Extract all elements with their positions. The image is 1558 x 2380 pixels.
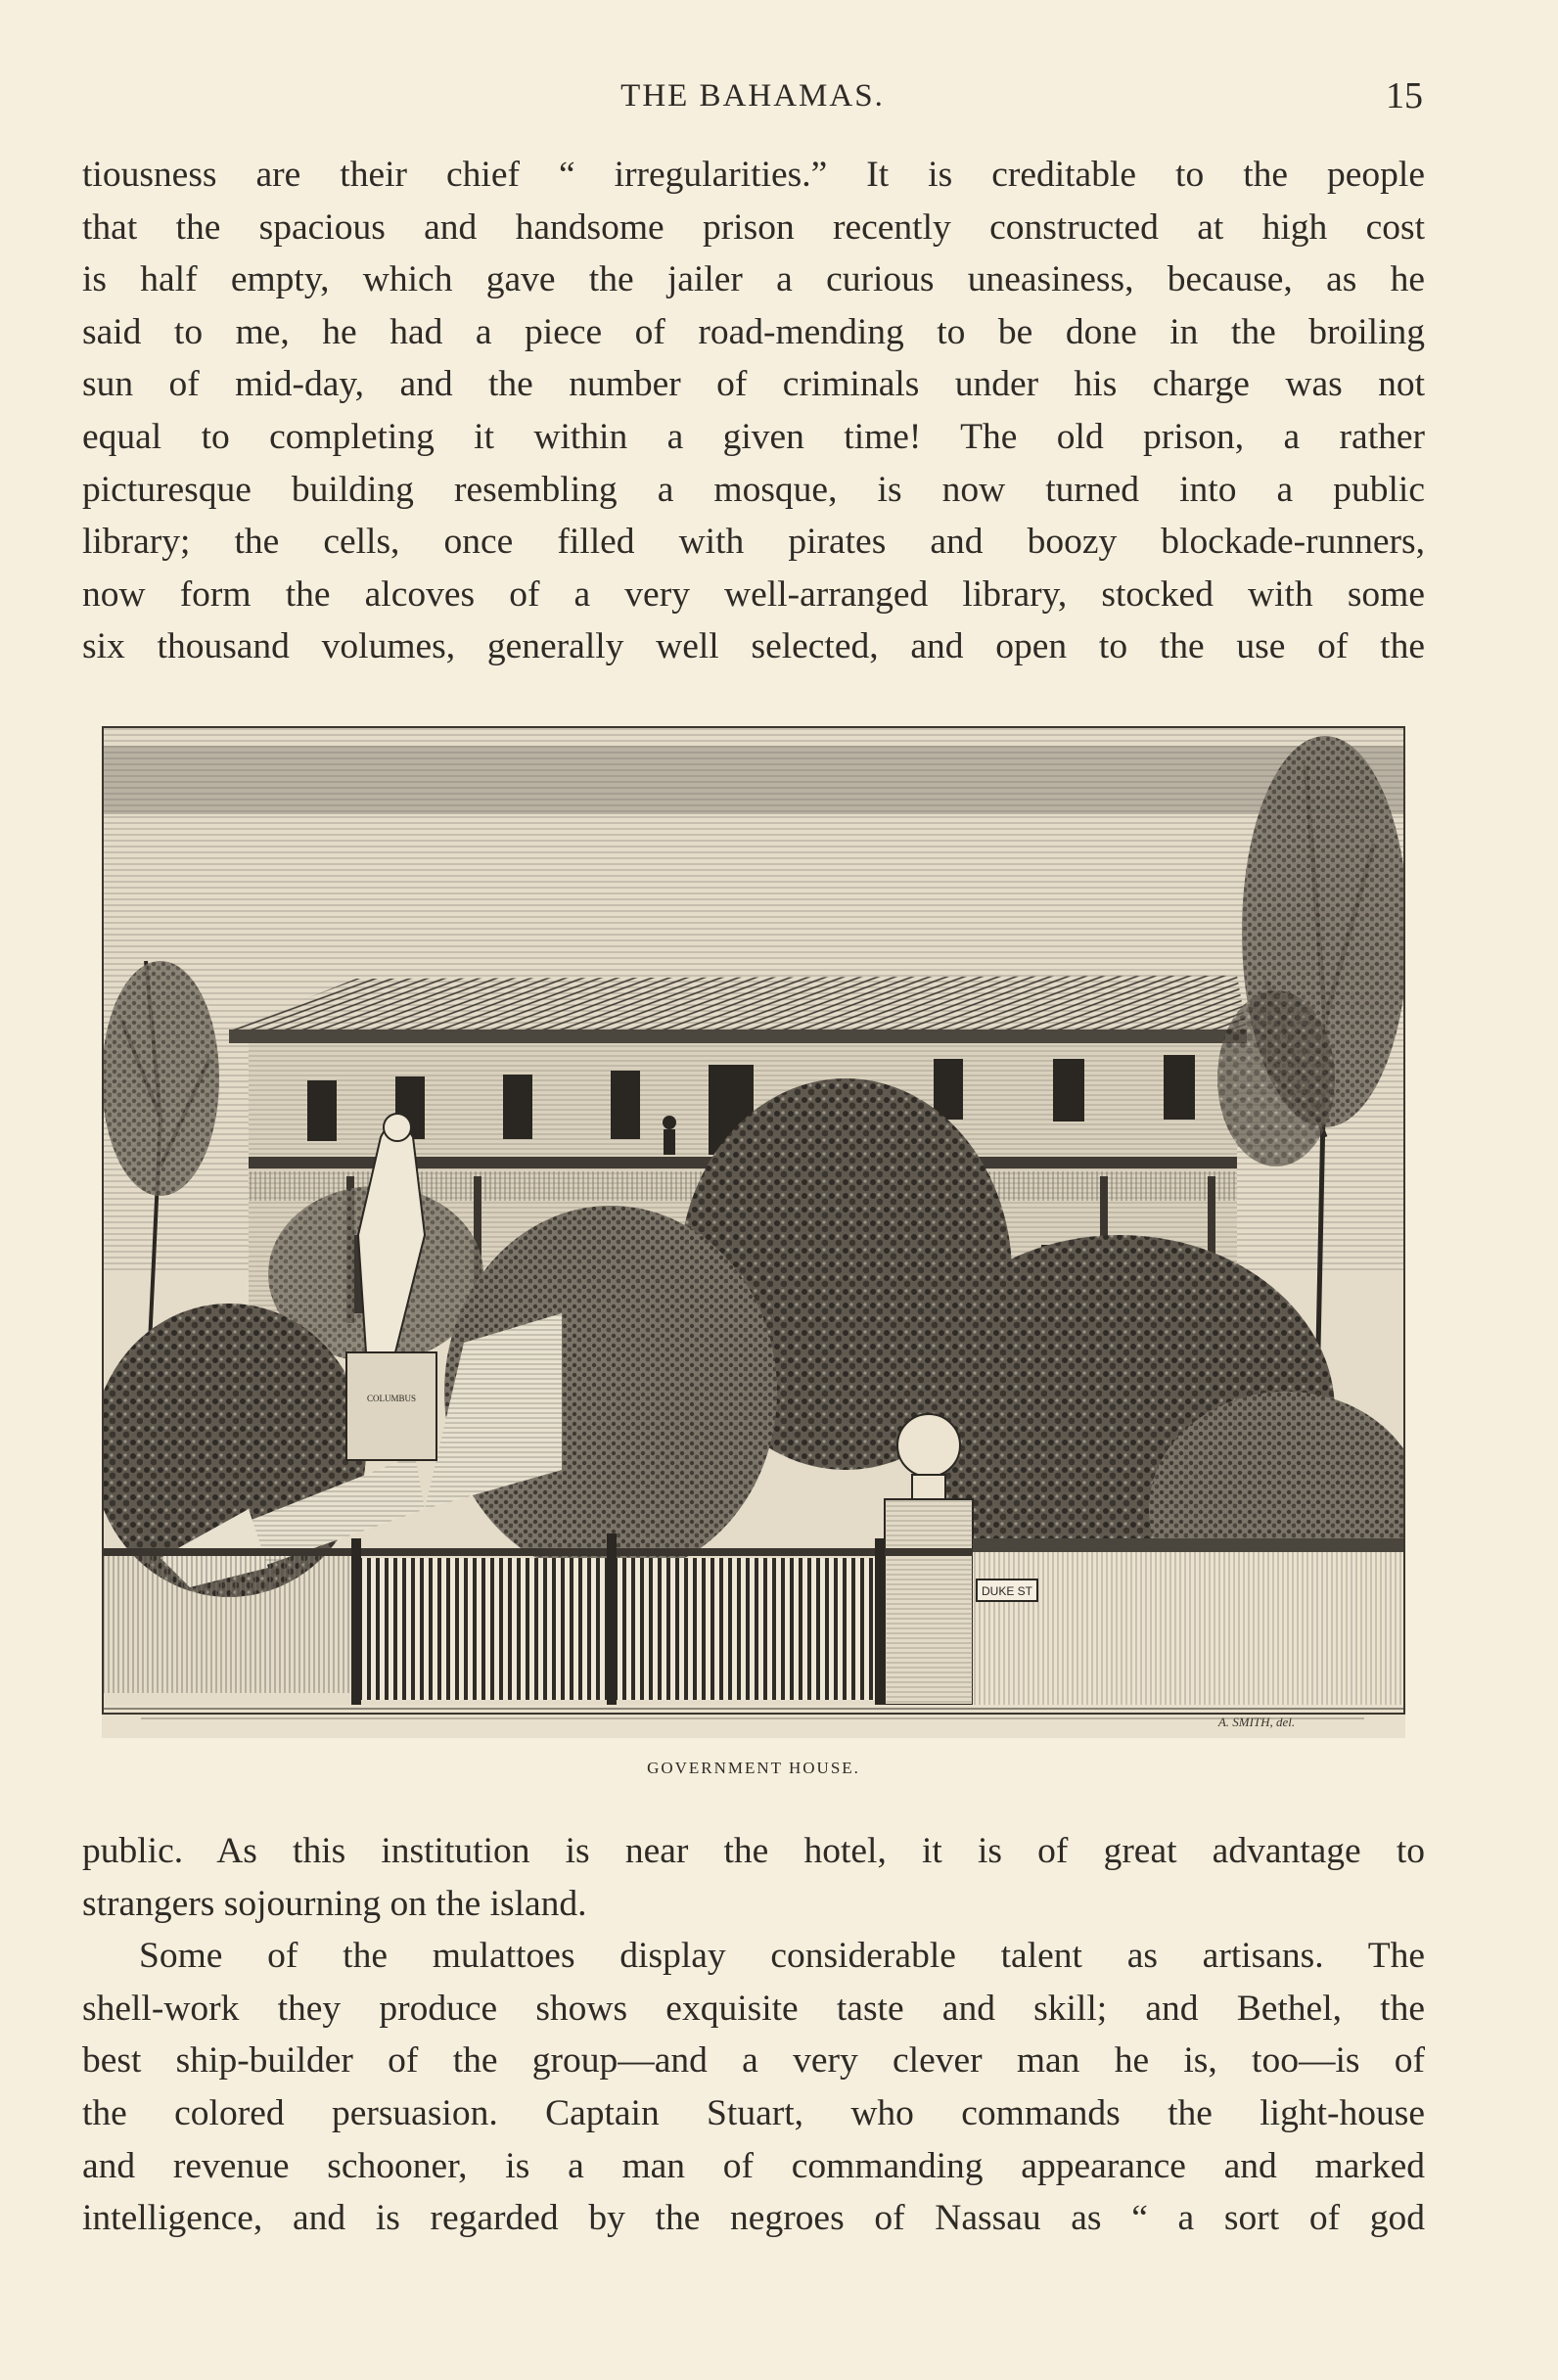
- text-line: best ship-builder of the group—and a very clever man he is, too—is of: [82, 2040, 1425, 2082]
- text-line: six thousand volumes, generally well selected, and open to the use of the: [82, 626, 1425, 667]
- statue-inscription: COLUMBUS: [366, 1394, 417, 1403]
- engraving-illustration: [102, 726, 1405, 1738]
- page-number: 15: [1386, 75, 1423, 116]
- text-line: and revenue schooner, is a man of commanding appearance and marked: [82, 2145, 1425, 2186]
- figure-caption: GOVERNMENT HOUSE.: [647, 1759, 860, 1777]
- garden-wall: [973, 1538, 1405, 1705]
- text-line: tiousness are their chief “ irregularities.” It is creditable to the people: [82, 155, 1425, 195]
- bottom-paragraph: [82, 1825, 1425, 2245]
- text-line: intelligence, and is regarded by the negroes of Nassau as “ a sort of god: [82, 2198, 1425, 2239]
- running-title: THE BAHAMAS.: [620, 78, 885, 114]
- text-line: the colored persuasion. Captain Stuart, who commands the light-house: [82, 2092, 1425, 2133]
- running-head: [82, 70, 1423, 119]
- text-line: public. As this institution is near the hotel, it is of great advantage to: [82, 1831, 1425, 1871]
- gate-sign: DUKE ST: [981, 1584, 1033, 1598]
- text-line: that the spacious and handsome prison recently constructed at high cost: [82, 206, 1425, 248]
- text-line: equal to completing it within a given time! The old prison, a rather: [82, 416, 1425, 457]
- text-line: library; the cells, once filled with pirates and boozy blockade-runners,: [82, 522, 1425, 563]
- text-line: is half empty, which gave the jailer a curious uneasiness, because, as he: [82, 259, 1425, 300]
- text-line: picturesque building resembling a mosque, is now turned into a public: [82, 469, 1425, 510]
- text-line: now form the alcoves of a very well-arranged library, stocked with some: [82, 573, 1425, 615]
- text-line: shell-work they produce shows exquisite taste and skill; and Bethel, the: [82, 1988, 1425, 2029]
- engraver-signature: A. SMITH, del.: [1217, 1715, 1296, 1729]
- text-line: Some of the mulattoes display considerable talent as artisans. The: [139, 1936, 1425, 1977]
- text-line: strangers sojourning on the island.: [82, 1883, 587, 1924]
- top-paragraph: [82, 149, 1425, 673]
- government-house-engraving: [102, 726, 1405, 1738]
- text-line: said to me, he had a piece of road-mending to be done in the broiling: [82, 311, 1425, 352]
- text-line: sun of mid-day, and the number of criminals under his charge was not: [82, 364, 1425, 405]
